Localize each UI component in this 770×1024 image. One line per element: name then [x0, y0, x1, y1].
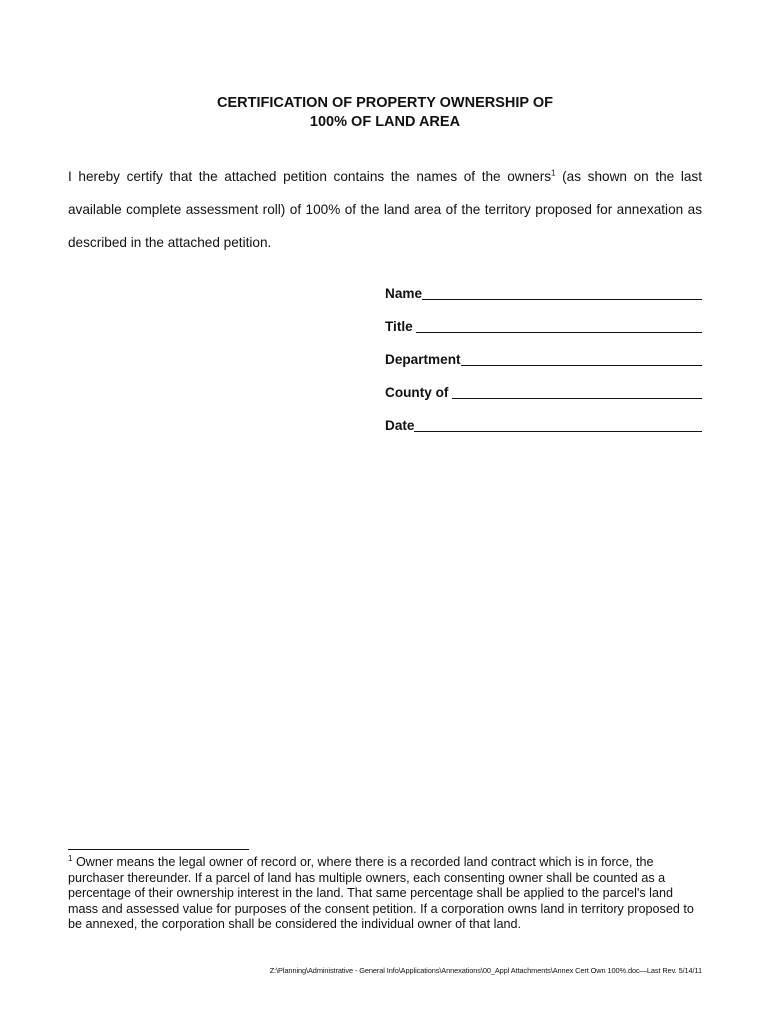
- signature-field-department[interactable]: [385, 351, 702, 384]
- title-label: Title: [385, 319, 417, 334]
- date-blank-line[interactable]: [414, 417, 702, 432]
- date-label: Date: [385, 418, 415, 433]
- document-title-line-2: 100% OF LAND AREA: [309, 114, 461, 130]
- county-label: County of: [385, 385, 453, 400]
- county-blank-line[interactable]: [452, 384, 702, 399]
- footnote-text: Owner means the legal owner of record or, where there is a recorded land contract which is in force, the purchaser thereunder. If a parcel of land has multiple owners, each consenting owner shall be counted as a percentage of their ownership interest in the land. That same percentage shall be applied to the parcel's land mass and assessed value for purposes of the consent petition. If a corporation owns land in territory proposed to be annexed, the corporation shall be considered the individual owner of that land.: [68, 855, 694, 931]
- signature-field-county[interactable]: [385, 384, 702, 417]
- certification-paragraph: [68, 160, 702, 259]
- department-blank-line[interactable]: [461, 351, 702, 366]
- footnote-separator: [68, 849, 249, 850]
- footnote-reference: 1: [551, 168, 556, 178]
- title-blank-line[interactable]: [416, 318, 702, 333]
- name-blank-line[interactable]: [422, 285, 702, 300]
- signature-field-name[interactable]: [385, 285, 702, 318]
- paragraph-text-start: I hereby certify that the attached petition contains the names of the owners: [68, 169, 552, 184]
- signature-block: [385, 285, 702, 450]
- paragraph-text-end: (as shown on the last available complete assessment roll) of 100% of the land area of the territory proposed for annexation as described in the attached petition.: [68, 169, 703, 250]
- department-label: Department: [385, 352, 461, 367]
- name-label: Name: [385, 286, 423, 301]
- footnote-mark: 1: [68, 853, 73, 863]
- signature-field-date[interactable]: [385, 417, 702, 450]
- signature-field-title[interactable]: [385, 318, 702, 351]
- document-title-line-1: CERTIFICATION OF PROPERTY OWNERSHIP OF: [217, 95, 553, 111]
- footer-file-path: Z:\Planning\Administrative - General Info\Applications\Annexations\00_Appl Attachments\Annex Cert Own 100%.doc—Last Rev. 5/14/11: [269, 966, 702, 975]
- footnote: [68, 855, 702, 933]
